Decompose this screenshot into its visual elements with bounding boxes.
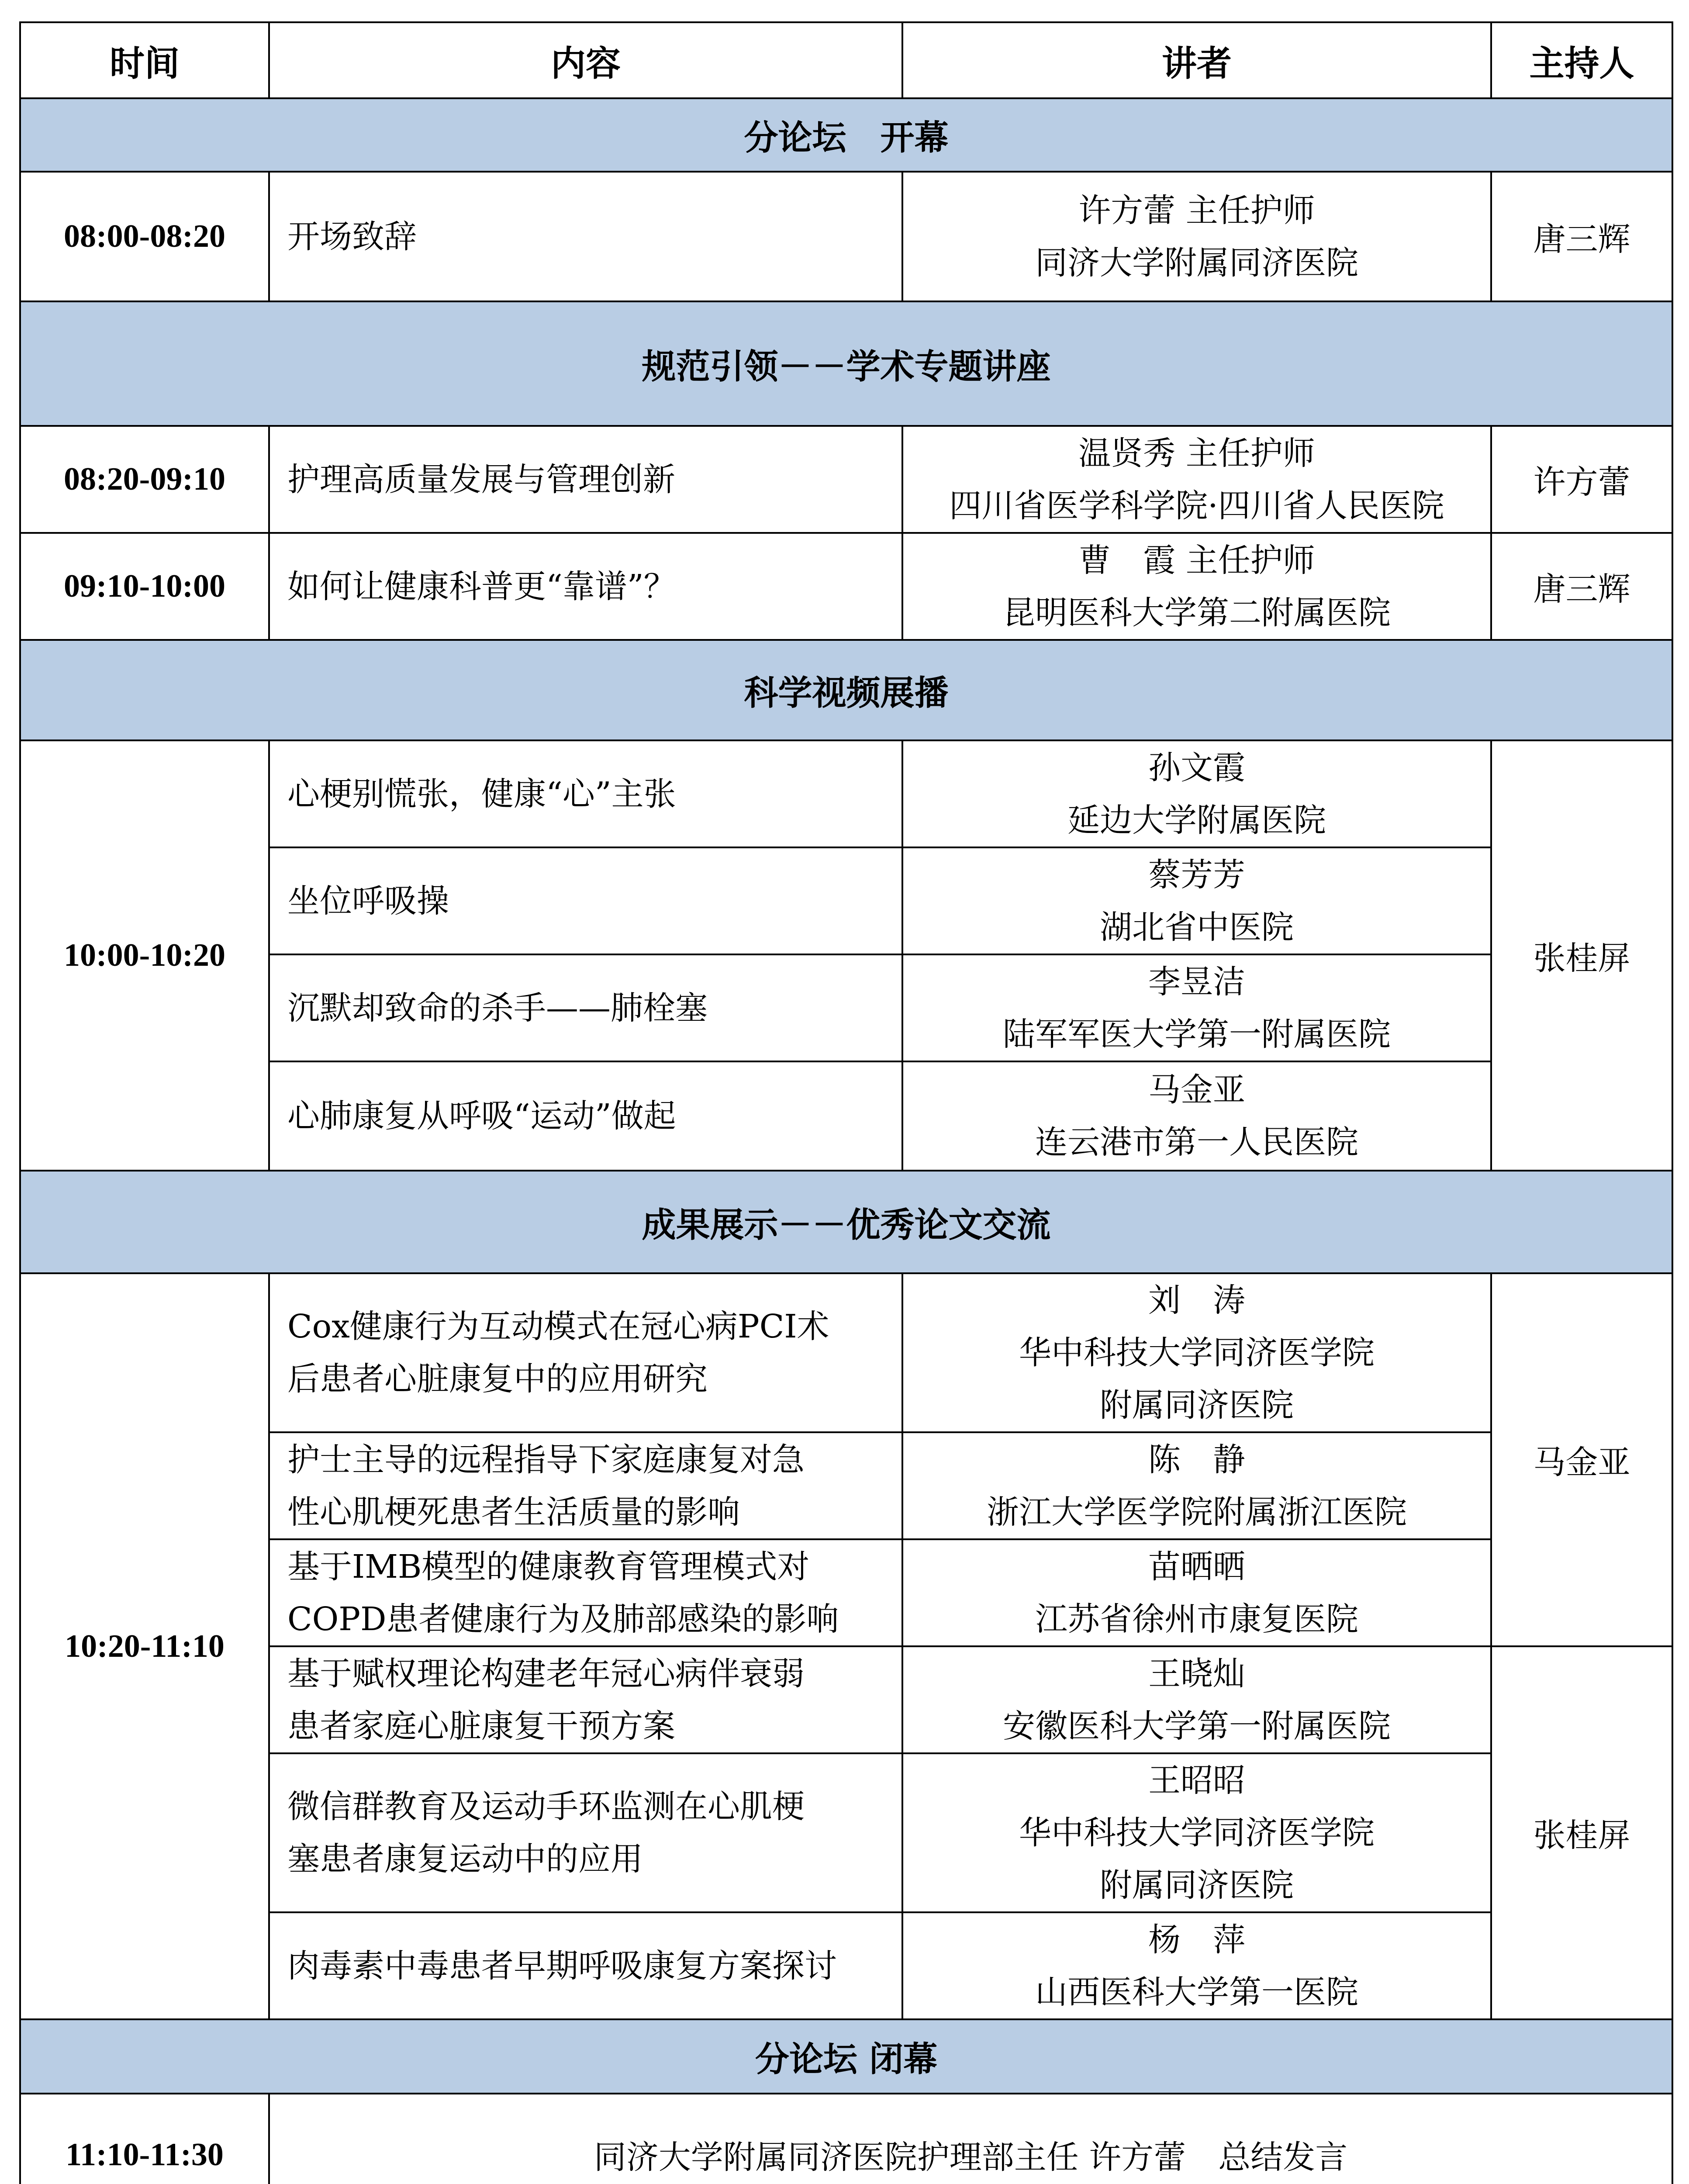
host-cell: 唐三辉: [1491, 533, 1672, 640]
speaker-cell: [902, 1753, 1491, 1912]
speaker-org: 连云港市第一人民医院: [1035, 1123, 1358, 1161]
content-cell: 坐位呼吸操: [269, 847, 902, 954]
content-cell: 肉毒素中毒患者早期呼吸康复方案探讨: [269, 1912, 902, 2019]
host-cell: 马金亚: [1491, 1273, 1672, 1646]
content-cell: 护理高质量发展与管理创新: [269, 426, 902, 533]
speaker-name: 许方蕾 主任护师: [1078, 191, 1315, 229]
speaker-name: 孙文霞: [1148, 749, 1245, 787]
section-title-closing: 分论坛 闭幕: [20, 2019, 1672, 2094]
speaker-org: 江苏省徐州市康复医院: [1035, 1600, 1358, 1638]
table-row: [20, 172, 1672, 301]
content-line: 患者家庭心脏康复干预方案: [287, 1707, 675, 1745]
speaker-org: 山西医科大学第一医院: [1035, 1973, 1358, 2011]
content-cell: [269, 1273, 902, 1432]
content-line: 微信群教育及运动手环监测在心肌梗: [287, 1788, 805, 1825]
content-cell: 心肺康复从呼吸“运动”做起: [269, 1061, 902, 1171]
speaker-org: 附属同济医院: [1100, 1866, 1294, 1904]
host-cell: 唐三辉: [1491, 172, 1672, 301]
speaker-cell: [902, 1432, 1491, 1539]
content-line: 护士主导的远程指导下家庭康复对急: [287, 1441, 805, 1479]
host-cell: 张桂屏: [1491, 740, 1672, 1171]
content-cell: 如何让健康科普更“靠谱”？: [269, 533, 902, 640]
speaker-org: 湖北省中医院: [1100, 908, 1294, 946]
content-cell: [269, 1432, 902, 1539]
header-speaker: 讲者: [902, 22, 1491, 98]
speaker-name: 王昭昭: [1148, 1762, 1245, 1799]
section-row-papers: [20, 1171, 1672, 1273]
speaker-name: 陈 静: [1148, 1441, 1245, 1479]
content-line: 塞患者康复运动中的应用: [287, 1840, 643, 1878]
content-line: COPD患者健康行为及肺部感染的影响: [287, 1600, 839, 1638]
speaker-cell: [902, 533, 1491, 640]
table-row: [20, 2094, 1672, 2184]
speaker-cell: [902, 740, 1491, 847]
speaker-org: 同济大学附属同济医院: [1035, 244, 1358, 282]
speaker-name: 王晓灿: [1148, 1655, 1245, 1693]
speaker-cell: [902, 1273, 1491, 1432]
content-cell: 心梗别慌张，健康“心”主张: [269, 740, 902, 847]
content-line: 基于IMB模型的健康教育管理模式对: [287, 1548, 810, 1586]
time-cell: 10:00-10:20: [20, 740, 269, 1171]
header-time: 时间: [20, 22, 269, 98]
speaker-cell: [902, 1061, 1491, 1171]
speaker-org: 附属同济医院: [1100, 1386, 1294, 1424]
speaker-org: 延边大学附属医院: [1067, 801, 1326, 839]
section-title-opening: 分论坛 开幕: [20, 98, 1672, 172]
host-cell: 张桂屏: [1491, 1646, 1672, 2019]
content-cell: 开场致辞: [269, 172, 902, 301]
header-row: [20, 22, 1672, 98]
header-content: 内容: [269, 22, 902, 98]
speaker-org: 华中科技大学同济医学院: [1019, 1814, 1375, 1852]
content-cell: [269, 1753, 902, 1912]
speaker-cell: [902, 1539, 1491, 1646]
time-cell: 11:10-11:30: [20, 2094, 269, 2184]
table-row: [20, 1273, 1672, 1432]
speaker-name: 曹 霞 主任护师: [1078, 541, 1315, 579]
table-row: [20, 533, 1672, 640]
speaker-cell: [902, 1646, 1491, 1753]
content-line: 基于赋权理论构建老年冠心病伴衰弱: [287, 1655, 805, 1693]
speaker-name: 蔡芳芳: [1148, 856, 1245, 894]
content-line: 后患者心脏康复中的应用研究: [287, 1360, 708, 1398]
speaker-name: 杨 萍: [1148, 1921, 1245, 1959]
closing-remarks: 同济大学附属同济医院护理部主任 许方蕾 总结发言: [269, 2094, 1672, 2184]
time-cell: 10:20-11:10: [20, 1273, 269, 2019]
section-row-opening: [20, 98, 1672, 172]
speaker-cell: [902, 426, 1491, 533]
host-cell: 许方蕾: [1491, 426, 1672, 533]
content-cell: [269, 1646, 902, 1753]
speaker-org: 昆明医科大学第二附属医院: [1003, 594, 1391, 632]
section-title-videos: 科学视频展播: [20, 640, 1672, 740]
header-host: 主持人: [1491, 22, 1672, 98]
content-cell: 沉默却致命的杀手——肺栓塞: [269, 954, 902, 1061]
speaker-cell: [902, 1912, 1491, 2019]
speaker-cell: [902, 847, 1491, 954]
speaker-org: 浙江大学医学院附属浙江医院: [987, 1493, 1407, 1531]
speaker-org: 陆军军医大学第一附属医院: [1003, 1015, 1391, 1053]
content-line: Cox健康行为互动模式在冠心病PCI术: [287, 1308, 829, 1345]
speaker-name: 温贤秀 主任护师: [1078, 434, 1315, 472]
speaker-name: 苗晒晒: [1148, 1548, 1245, 1586]
speaker-cell: [902, 172, 1491, 301]
speaker-org: 安徽医科大学第一附属医院: [1003, 1707, 1391, 1745]
speaker-name: 李昱洁: [1148, 963, 1245, 1001]
section-row-closing: [20, 2019, 1672, 2094]
time-cell: 09:10-10:00: [20, 533, 269, 640]
content-line: 性心肌梗死患者生活质量的影响: [287, 1493, 740, 1531]
section-row-lectures: [20, 301, 1672, 426]
speaker-name: 刘 涛: [1148, 1282, 1245, 1319]
table-row: [20, 426, 1672, 533]
section-row-videos: [20, 640, 1672, 740]
section-title-lectures: 规范引领－－学术专题讲座: [20, 301, 1672, 426]
speaker-name: 马金亚: [1148, 1071, 1245, 1109]
speaker-cell: [902, 954, 1491, 1061]
agenda-table: [19, 21, 1673, 2184]
content-cell: [269, 1539, 902, 1646]
section-title-papers: 成果展示－－优秀论文交流: [20, 1171, 1672, 1273]
speaker-org: 四川省医学科学院·四川省人民医院: [949, 487, 1444, 525]
time-cell: 08:00-08:20: [20, 172, 269, 301]
table-row: [20, 740, 1672, 847]
time-cell: 08:20-09:10: [20, 426, 269, 533]
speaker-org: 华中科技大学同济医学院: [1019, 1334, 1375, 1372]
